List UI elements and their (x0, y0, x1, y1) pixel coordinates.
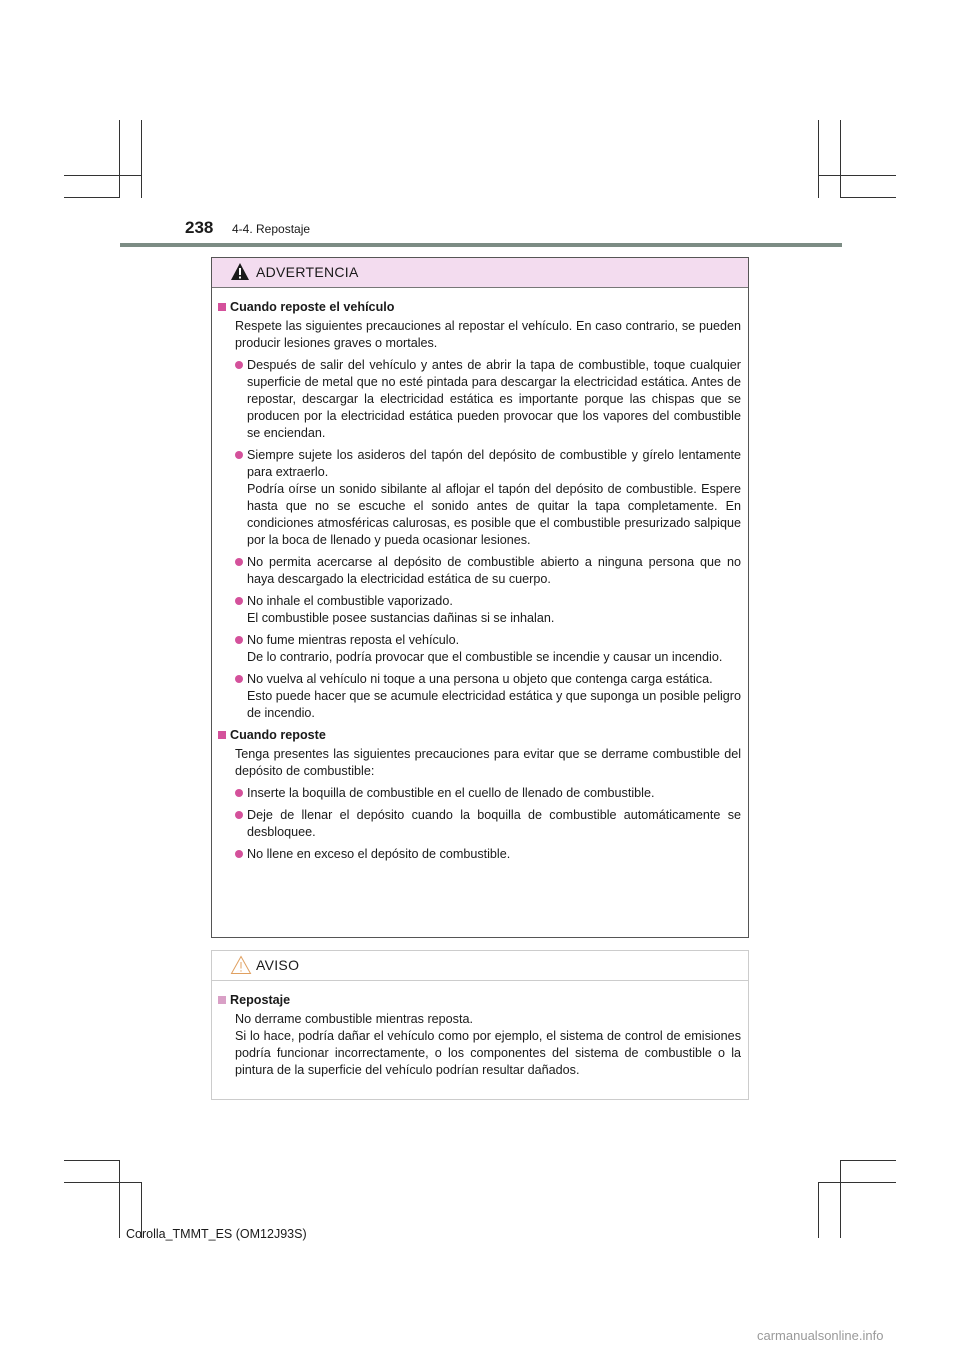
notice-body (212, 981, 748, 1079)
warning-header (212, 258, 748, 288)
list-item: No inhale el combustible vaporizado. El combustible posee sustancias dañinas si se inhalan. (218, 593, 741, 627)
footer-label: Corolla_TMMT_ES (OM12J93S) (126, 1227, 307, 1241)
notice-box (211, 950, 749, 1100)
crop-mark (818, 1182, 819, 1238)
warning-icon (230, 262, 250, 281)
warning-title: ADVERTENCIA (256, 264, 359, 280)
crop-mark (64, 1160, 119, 1161)
bullet-icon (235, 675, 243, 683)
crop-mark (840, 197, 896, 198)
bullet-icon (235, 361, 243, 369)
crop-mark (840, 1160, 841, 1238)
list-item: No vuelva al vehículo ni toque a una persona u objeto que contenga carga estática. Esto puede hacer que se acumule electricidad estática y que suponga un posible peligro de incendio. (218, 671, 741, 722)
watermark: carmanualsonline.info (757, 1328, 884, 1343)
crop-mark (818, 175, 896, 176)
list-item: Inserte la boquilla de combustible en el cuello de llenado de combustible. (218, 785, 741, 802)
section-heading: Repostaje (218, 992, 741, 1009)
list-item: Siempre sujete los asideros del tapón del depósito de combustible y gírelo lentamente para extraerlo. Podría oírse un sonido sibilante al aflojar el tapón del depósito de combustible. Espere hasta que no se escuche el sonido antes de quitar la tapa completamente. En condiciones atmosféricas calurosas, es posible que el combustible presurizado salpique por la boca de llenado y pueda ocasionar lesiones. (218, 447, 741, 549)
notice-header (212, 951, 748, 981)
bullet-icon (235, 597, 243, 605)
crop-mark (818, 120, 819, 198)
bullet-icon (235, 789, 243, 797)
crop-mark (818, 1182, 896, 1183)
crop-mark (64, 197, 119, 198)
notice-title: AVISO (256, 957, 300, 973)
section-title: 4-4. Repostaje (232, 222, 311, 236)
list-item: No fume mientras reposta el vehículo. De lo contrario, podría provocar que el combustible se incendie y causar un incendio. (218, 632, 741, 666)
crop-mark (64, 1182, 141, 1183)
list-item: No llene en exceso el depósito de combustible. (218, 846, 741, 863)
crop-mark (119, 120, 120, 198)
list-item: Después de salir del vehículo y antes de abrir la tapa de combustible, toque cualquier superficie de metal que no esté pintada para descargar la electricidad estática. Antes de repostar, descargar la electricidad estática es importante porque las chispas que se producen por la electricidad estática pueden provocar que los vapores del combustible se enciendan. (218, 357, 741, 442)
section-heading: Cuando reposte el vehículo (218, 299, 741, 316)
section-intro: Respete las siguientes precauciones al repostar el vehículo. En caso contrario, se pueden producir lesiones graves o mortales. (235, 319, 741, 350)
warning-box (211, 257, 749, 938)
square-bullet-icon (218, 303, 226, 311)
bullet-icon (235, 451, 243, 459)
notice-text: No derrame combustible mientras reposta. Si lo hace, podría dañar el vehículo como por ejemplo, el sistema de control de emisiones podría funcionar incorrectamente, o los componentes del sistema de combustible o la pintura de la superficie del vehículo podrían resultar dañados. (235, 1012, 741, 1077)
bullet-icon (235, 811, 243, 819)
section-heading: Cuando reposte (218, 727, 741, 744)
header-rule (120, 243, 842, 247)
crop-mark (840, 120, 841, 198)
square-bullet-icon (218, 731, 226, 739)
crop-mark (141, 120, 142, 198)
bullet-icon (235, 636, 243, 644)
bullet-icon (235, 850, 243, 858)
page-number: 238 (185, 218, 214, 237)
bullet-icon (235, 558, 243, 566)
crop-mark (119, 1160, 120, 1238)
crop-mark (840, 1160, 896, 1161)
caution-icon (230, 955, 252, 975)
section-intro: Tenga presentes las siguientes precauciones para evitar que se derrame combustible del depósito de combustible: (235, 747, 741, 778)
warning-body (212, 288, 748, 863)
list-item: Deje de llenar el depósito cuando la boquilla de combustible automáticamente se desbloquee. (218, 807, 741, 841)
crop-mark (64, 175, 141, 176)
square-bullet-icon (218, 996, 226, 1004)
list-item: No permita acercarse al depósito de combustible abierto a ninguna persona que no haya descargado la electricidad estática de su cuerpo. (218, 554, 741, 588)
